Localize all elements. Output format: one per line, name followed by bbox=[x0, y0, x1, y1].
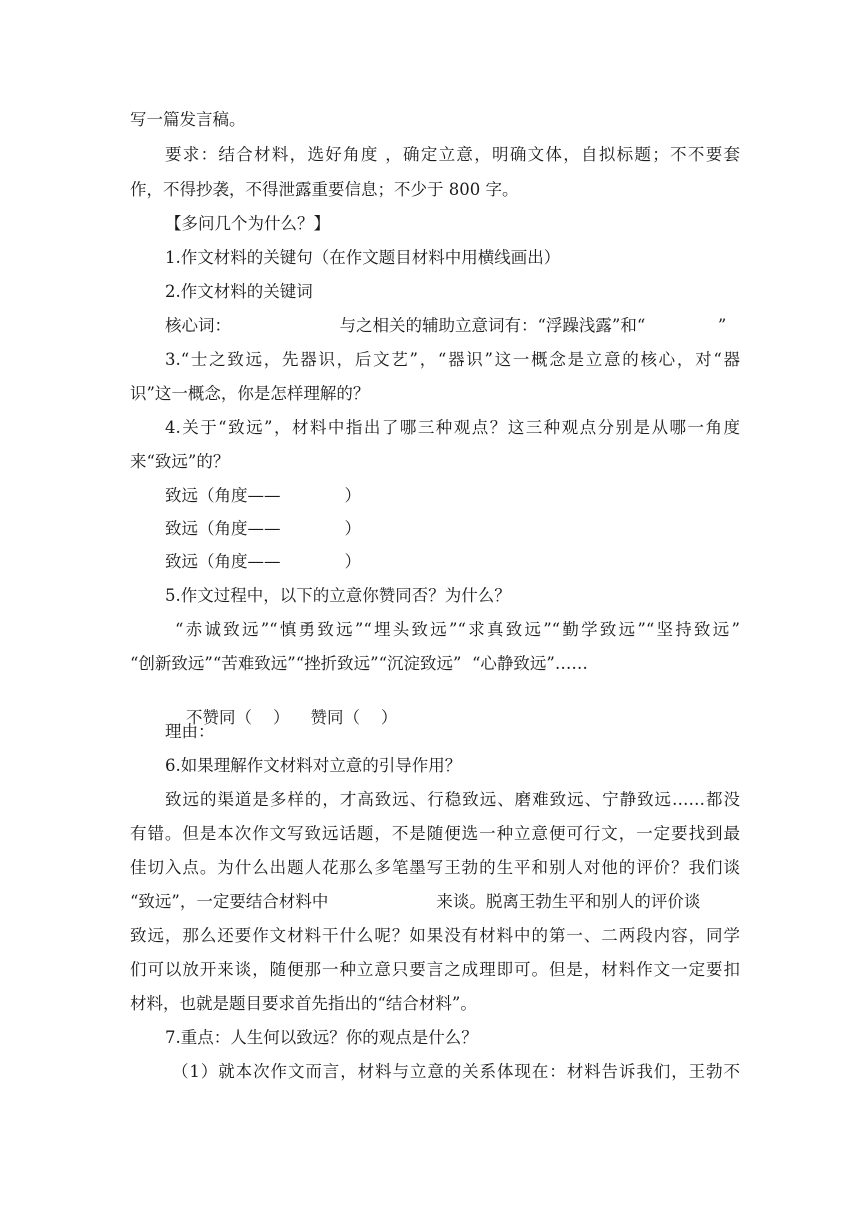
angle-close: ） bbox=[344, 552, 361, 571]
question-2: 2.作文材料的关键词 bbox=[165, 282, 313, 301]
angle-line-3 bbox=[165, 552, 740, 572]
paragraph-line: 有错。但是本次作文写致远话题，不是随便选一种立意便可行文，一定要找到最 bbox=[130, 824, 740, 843]
auxiliary-words-label: 与之相关的辅助立意词有：“浮躁浅露”和“ bbox=[339, 316, 646, 335]
point-1-line: （1）就本次作文而言，材料与立意的关系体现在：材料告诉我们，王勃不 bbox=[172, 1062, 740, 1081]
question-7: 7.重点：人生何以致远？你的观点是什么？ bbox=[165, 1028, 478, 1047]
angle-line-2 bbox=[165, 519, 740, 539]
agree-option[interactable]: 赞同（ ） bbox=[310, 708, 398, 727]
core-word-label: 核心词： bbox=[165, 316, 231, 335]
question-5: 5.作文过程中，以下的立意你赞同否？为什么？ bbox=[165, 586, 511, 605]
requirements-line-cont: 作，不得抄袭，不得泄露重要信息；不少于 800 字。 bbox=[130, 180, 519, 199]
angle-close: ） bbox=[344, 486, 361, 505]
question-6: 6.如果理解作文材料对立意的引导作用？ bbox=[165, 756, 462, 775]
paragraph-line-with-blank bbox=[130, 892, 740, 912]
text-line: 写一篇发言稿。 bbox=[130, 110, 246, 129]
closing-quote: ” bbox=[717, 316, 727, 335]
paragraph-text: “致远”，一定要结合材料中 bbox=[130, 892, 329, 911]
angle-close: ） bbox=[344, 519, 361, 538]
question-1: 1.作文材料的关键句（在作文题目材料中用横线画出） bbox=[165, 248, 561, 267]
angle-line-1 bbox=[165, 486, 740, 506]
paragraph-line: 佳切入点。为什么出题人花那么多笔墨写王勃的生平和别人对他的评价？我们谈 bbox=[130, 858, 740, 877]
paragraph-line: 致远的渠道是多样的，才高致远、行稳致远、磨难致远、宁静致远……都没 bbox=[165, 790, 740, 809]
question-3: 3.“士之致远，先器识，后文艺”，“器识”这一概念是立意的核心，对“器 bbox=[165, 350, 740, 369]
question-3-cont: 识”这一概念，你是怎样理解的？ bbox=[130, 384, 370, 403]
angle-label: 致远（角度—— bbox=[165, 486, 281, 505]
section-heading: 【多问几个为什么？】 bbox=[165, 214, 330, 233]
theme-list-line-cont: “创新致远”“苦难致远”“挫折致远”“沉淀致远” “心静致远”…… bbox=[130, 654, 588, 673]
reason-label: 理由： bbox=[165, 722, 215, 741]
paragraph-line: 材料，也就是题目要求首先指出的“结合材料”。 bbox=[130, 994, 477, 1013]
paragraph-line: 们可以放开来谈，随便那一种立意只要言之成理即可。但是，材料作文一定要扣 bbox=[130, 960, 740, 979]
angle-label: 致远（角度—— bbox=[165, 519, 281, 538]
question-4-cont: 来“致远”的？ bbox=[130, 452, 230, 471]
keywords-line bbox=[165, 316, 740, 336]
paragraph-text: 来谈。脱离王勃生平和别人的评价谈 bbox=[436, 892, 701, 911]
angle-label: 致远（角度—— bbox=[165, 552, 281, 571]
paragraph-line: 致远，那么还要作文材料干什么呢？如果没有材料中的第一、二两段内容，同学 bbox=[130, 926, 740, 945]
question-4: 4.关于“致远”，材料中指出了哪三种观点？这三种观点分别是从哪一角度 bbox=[165, 418, 740, 437]
theme-list-line: “赤诚致远”“慎勇致远”“埋头致远”“求真致远”“勤学致远”“坚持致远” bbox=[175, 620, 740, 639]
requirements-line: 要求：结合材料，选好角度 ，确定立意，明确文体，自拟标题；不不要套 bbox=[165, 145, 740, 164]
disagree-option[interactable]: 不赞同（ ） bbox=[185, 708, 290, 727]
